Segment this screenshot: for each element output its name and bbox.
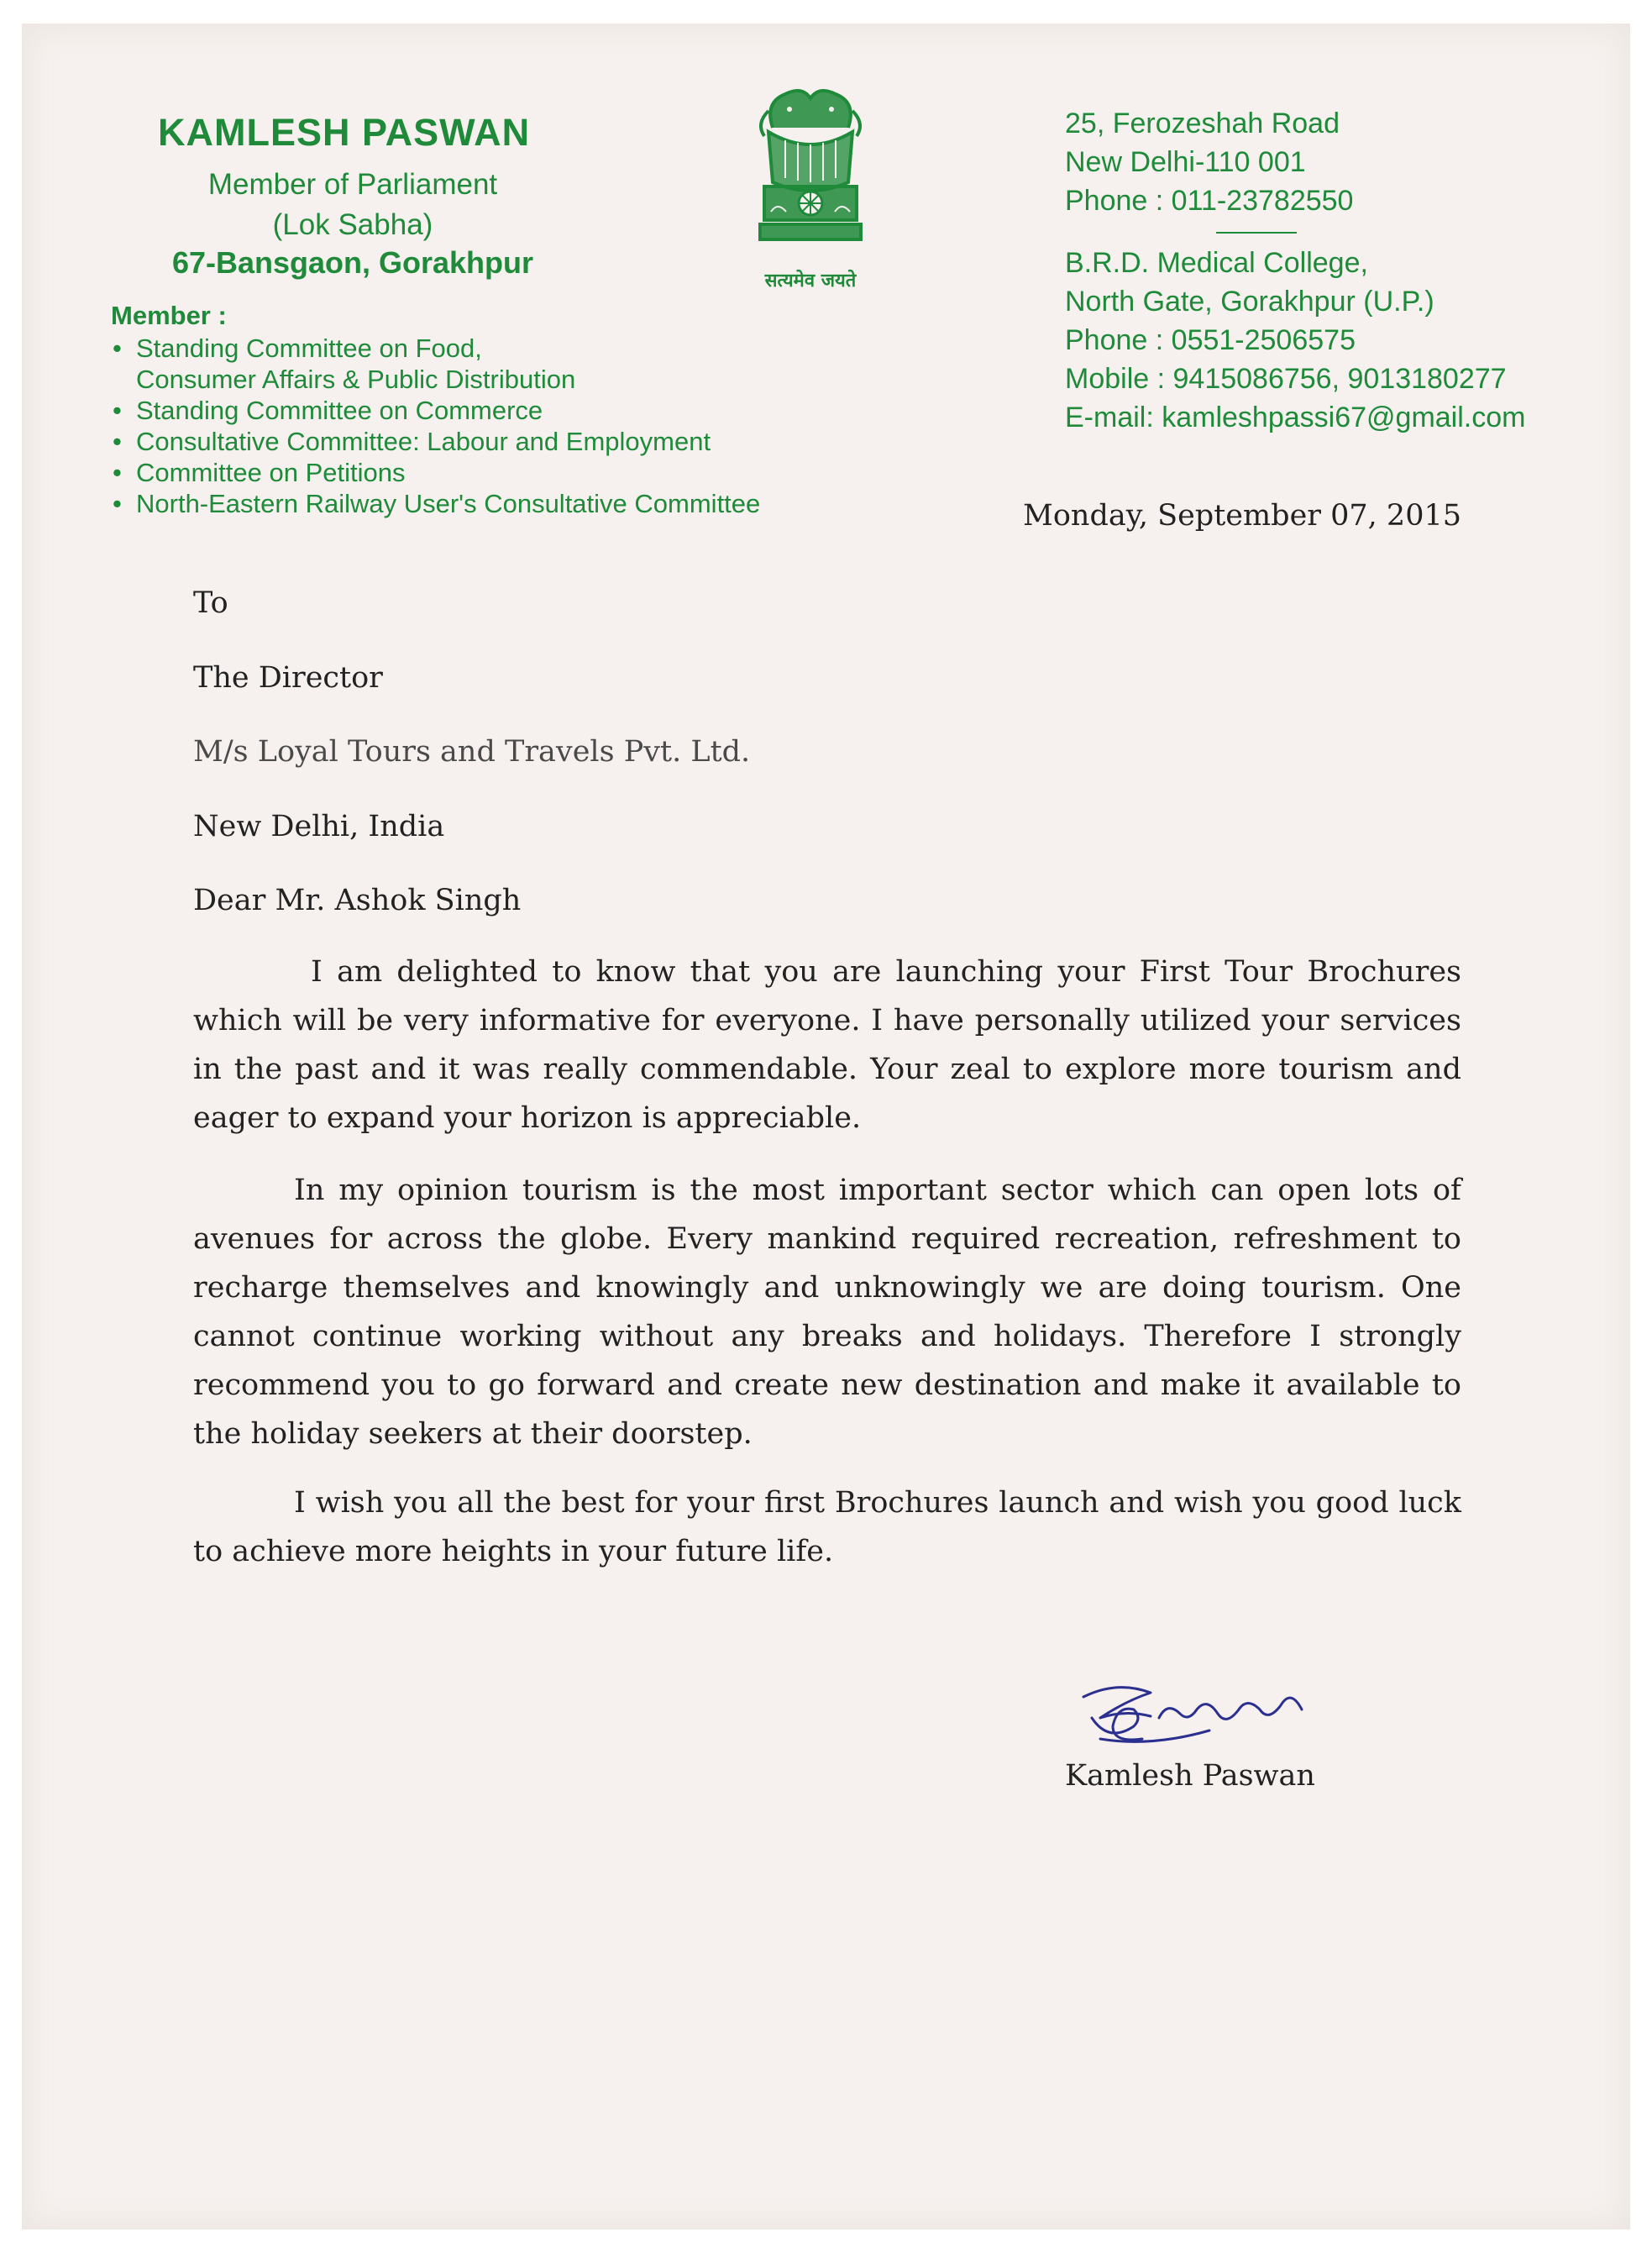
delhi-phone: Phone : 011-23782550: [1065, 185, 1354, 217]
body-paragraph-3: I wish you all the best for your first Brochures launch and wish you good luck to achieve more heights in your future life.: [193, 1486, 1461, 1568]
to-line: To: [193, 586, 228, 620]
letterhead-name: KAMLESH PASWAN: [158, 111, 531, 154]
gorakhpur-email: E-mail: kamleshpassi67@gmail.com: [1065, 402, 1526, 433]
letter-date: Monday, September 07, 2015: [1023, 499, 1461, 533]
handwritten-signature: [1067, 1672, 1369, 1764]
delhi-address: [1065, 104, 1353, 220]
delhi-address-line2: New Delhi-110 001: [1065, 146, 1306, 178]
body-paragraph-2: In my opinion tourism is the most important sector which can open lots of avenues for across the globe. Every mankind required recreation, refreshment to recharge themselves and knowingly and unknowingly we are doing tourism. One cannot continue working without any breaks and holidays. Therefore I strongly recommend you to go forward and create new destination and make it available to the holiday seekers at their doorstep.: [193, 1174, 1461, 1451]
delhi-address-line1: 25, Ferozeshah Road: [1065, 108, 1340, 139]
letterhead-house: (Lok Sabha): [272, 208, 433, 241]
committee-item: • Standing Committee on Commerce: [111, 395, 760, 426]
gorakhpur-mobile: Mobile : 9415086756, 9013180277: [1065, 363, 1507, 395]
committee-item: • Consultative Committee: Labour and Employment: [111, 426, 760, 457]
committee-item-continuation: Consumer Affairs & Public Distribution: [136, 365, 576, 394]
letterhead-role: Member of Parliament: [207, 168, 498, 201]
member-label: Member :: [111, 301, 227, 330]
salutation: Dear Mr. Ashok Singh: [193, 884, 522, 917]
address-divider: [1216, 232, 1297, 234]
committee-item: • Standing Committee on Food,: [111, 333, 760, 364]
emblem-motto: सत्यमेव जयते: [764, 270, 857, 291]
signer-name: Kamlesh Paswan: [1065, 1759, 1315, 1793]
national-emblem-icon: [739, 77, 882, 270]
recipient-title: The Director: [193, 661, 383, 695]
gorakhpur-address: [1065, 244, 1525, 437]
body-paragraph-1: I am delighted to know that you are launching your First Tour Brochures which will be very informative for everyone. I have personally utilized your services in the past and it was really commendable. Your zeal to explore more tourism and eager to expand your horizon is appreciable.: [193, 955, 1461, 1135]
gorakhpur-address-line2: North Gate, Gorakhpur (U.P.): [1065, 286, 1434, 318]
committee-item: • Committee on Petitions: [111, 457, 760, 488]
committee-list: [111, 333, 760, 519]
letterhead-constituency: 67-Bansgaon, Gorakhpur: [171, 245, 534, 280]
gorakhpur-phone: Phone : 0551-2506575: [1065, 324, 1356, 356]
gorakhpur-address-line1: B.R.D. Medical College,: [1065, 247, 1368, 279]
recipient-city: New Delhi, India: [193, 810, 445, 843]
committee-item: • North-Eastern Railway User's Consultative Committee: [111, 488, 760, 519]
recipient-company: M/s Loyal Tours and Travels Pvt. Ltd.: [193, 735, 751, 769]
